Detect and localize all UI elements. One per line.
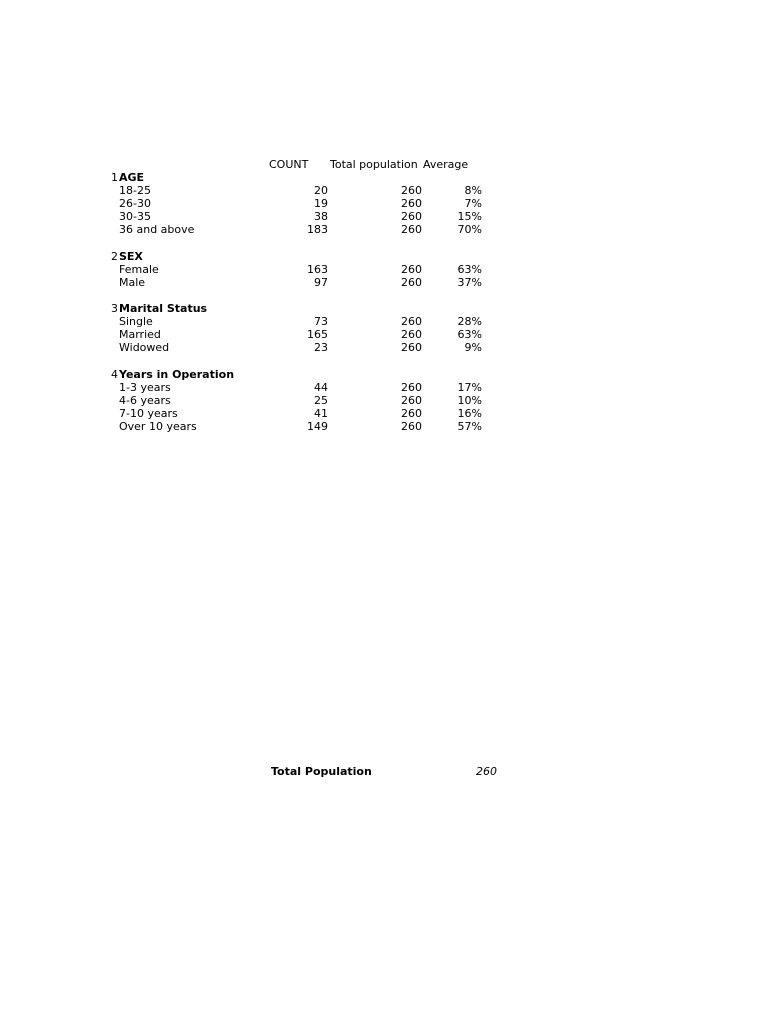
row-average: 15% — [457, 210, 482, 224]
row-count: 97 — [314, 275, 328, 289]
row-label: 18-25 — [119, 184, 151, 198]
row-population: 260 — [401, 393, 422, 407]
row-average: 57% — [457, 419, 482, 433]
header-total-population: Total population — [330, 158, 418, 171]
row-population: 260 — [401, 275, 422, 289]
section-title: AGE — [119, 171, 145, 184]
row-population: 260 — [401, 328, 422, 342]
row-label: 30-35 — [119, 210, 151, 224]
row-average: 9% — [464, 341, 482, 355]
row-population: 260 — [401, 380, 422, 394]
row-count: 38 — [314, 210, 328, 224]
total-population-row — [0, 765, 768, 778]
row-count: 165 — [307, 328, 328, 342]
row-population: 260 — [401, 197, 422, 211]
row-label: Married — [119, 328, 161, 342]
section-heading-row — [0, 250, 768, 263]
row-population: 260 — [401, 419, 422, 433]
header-count: COUNT — [269, 158, 309, 171]
table-row — [0, 394, 768, 407]
row-count: 25 — [314, 393, 328, 407]
section-title: SEX — [119, 249, 143, 263]
row-population: 260 — [401, 262, 422, 276]
row-average: 8% — [464, 184, 482, 198]
header-average: Average — [423, 158, 469, 171]
row-population: 260 — [401, 210, 422, 224]
row-count: 44 — [314, 380, 328, 394]
row-population: 260 — [401, 315, 422, 329]
table-row — [0, 197, 768, 210]
table-row — [0, 407, 768, 420]
row-average: 28% — [457, 315, 482, 329]
row-label: Widowed — [119, 341, 170, 355]
row-label: Female — [119, 262, 159, 276]
total-population-label: Total Population — [271, 765, 372, 778]
section-title: Marital Status — [119, 302, 208, 315]
row-count: 149 — [307, 419, 328, 433]
table-row — [0, 184, 768, 197]
row-label: 1-3 years — [119, 380, 171, 394]
row-label: 4-6 years — [119, 393, 171, 407]
row-population: 260 — [401, 341, 422, 355]
row-population: 260 — [401, 406, 422, 420]
section-title: Years in Operation — [119, 367, 235, 381]
row-count: 41 — [314, 406, 328, 420]
row-average: 10% — [457, 393, 482, 407]
row-label: Over 10 years — [119, 419, 197, 433]
table-row — [0, 328, 768, 341]
table-row — [0, 315, 768, 328]
row-population: 260 — [401, 184, 422, 198]
section-heading-row — [0, 171, 768, 184]
section-number: 3 — [111, 302, 118, 315]
row-count: 183 — [307, 223, 328, 237]
section-heading-row — [0, 302, 768, 315]
table-row — [0, 420, 768, 433]
row-average: 70% — [457, 223, 482, 237]
row-count: 73 — [314, 315, 328, 329]
table-row — [0, 276, 768, 289]
row-count: 23 — [314, 341, 328, 355]
row-label: 26-30 — [119, 197, 151, 211]
table-row — [0, 210, 768, 223]
row-label: 36 and above — [119, 223, 195, 237]
row-count: 19 — [314, 197, 328, 211]
column-header-row — [0, 158, 768, 171]
section-number: 4 — [111, 367, 118, 381]
table-row — [0, 263, 768, 276]
row-average: 17% — [457, 380, 482, 394]
row-average: 63% — [457, 328, 482, 342]
table-row — [0, 341, 768, 354]
row-average: 63% — [457, 262, 482, 276]
table-row — [0, 223, 768, 236]
row-label: 7-10 years — [119, 406, 178, 420]
row-population: 260 — [401, 223, 422, 237]
row-count: 20 — [314, 184, 328, 198]
row-label: Male — [119, 275, 146, 289]
row-average: 16% — [457, 406, 482, 420]
section-number: 1 — [111, 171, 118, 184]
row-average: 7% — [464, 197, 482, 211]
section-number: 2 — [111, 249, 118, 263]
section-heading-row — [0, 368, 768, 381]
table-row — [0, 381, 768, 394]
row-label: Single — [119, 315, 153, 329]
total-population-value: 260 — [476, 765, 497, 778]
row-average: 37% — [457, 275, 482, 289]
row-count: 163 — [307, 262, 328, 276]
